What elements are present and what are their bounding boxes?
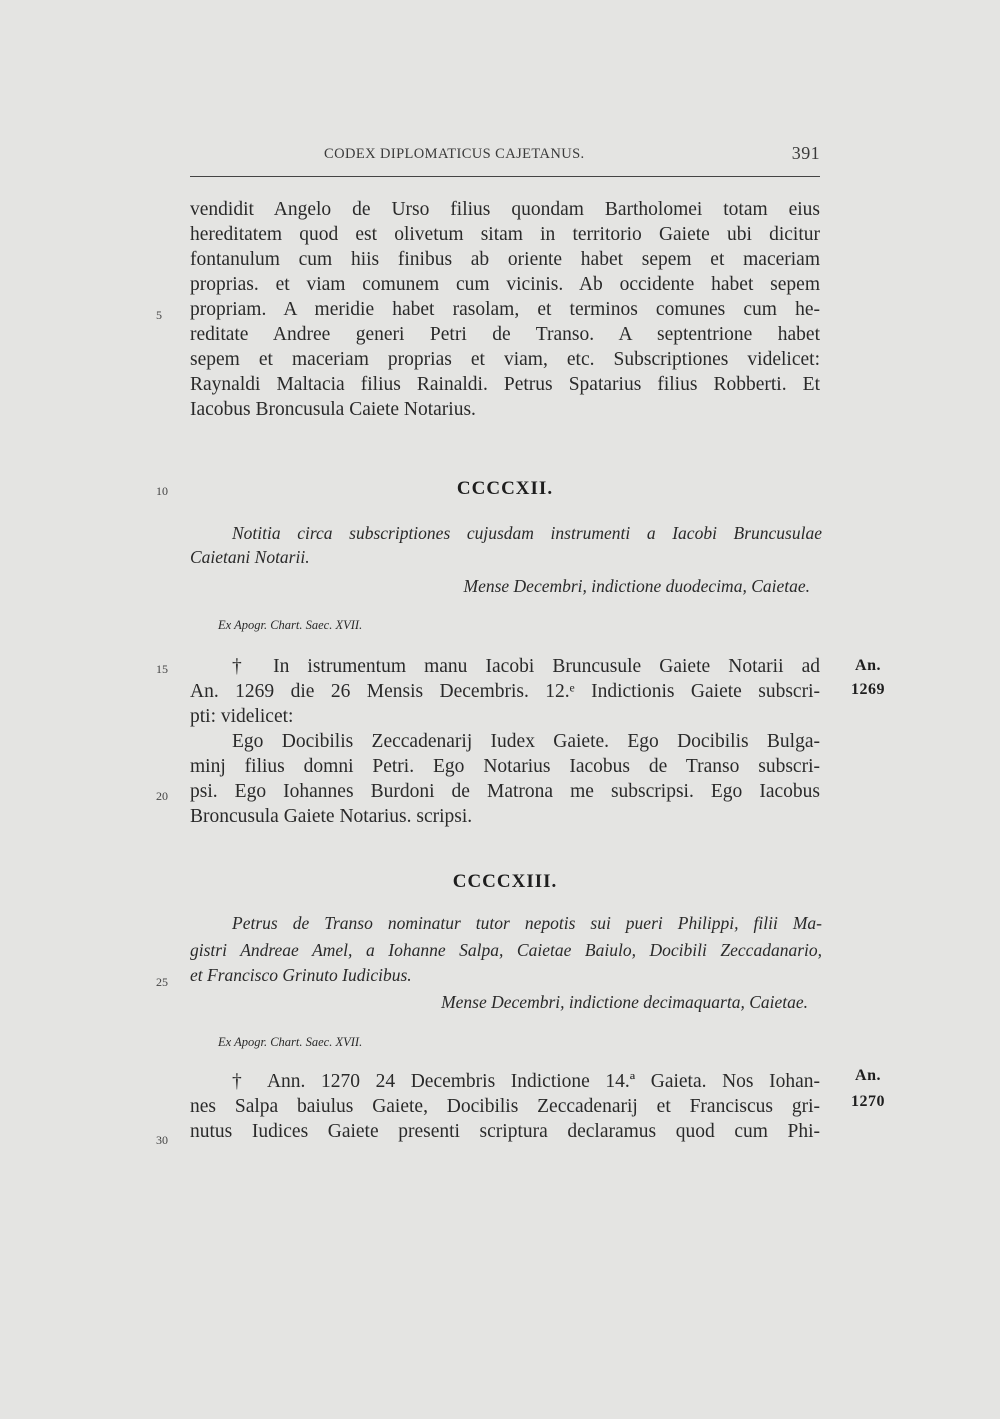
line-number: 30 xyxy=(156,1133,168,1147)
text-line: nes Salpa baiulus Gaiete, Docibilis Zeccadenarij et Franciscus gri- xyxy=(190,1096,820,1117)
document-summary: Caietani Notarii. xyxy=(190,547,310,567)
running-title: CODEX DIPLOMATICUS CAJETANUS. xyxy=(324,146,585,162)
document-number: CCCCXII. xyxy=(456,478,554,499)
text-line: psi. Ego Iohannes Burdoni de Matrona me subscripsi. Ego Iacobus xyxy=(190,781,820,802)
document-summary: gistri Andreae Amel, a Iohanne Salpa, Caietae Baiulo, Docibili Zeccadanario, xyxy=(190,940,822,960)
text-line: An. 1269 die 26 Mensis Decembris. 12.ᵉ Indictionis Gaiete subscri- xyxy=(190,681,820,702)
text-line: reditate Andree generi Petri de Transo. A septentrione habet xyxy=(190,324,820,345)
text-line: hereditatem quod est olivetum sitam in territorio Gaiete ubi dicitur xyxy=(190,224,820,245)
line-number: 15 xyxy=(156,662,168,676)
line-number: 5 xyxy=(156,308,162,322)
document-number: CCCCXIII. xyxy=(452,871,558,892)
text-line: Iacobus Broncusula Caiete Notarius. xyxy=(190,399,476,420)
text-line: sepem et maceriam proprias et viam, etc. Subscriptiones videlicet: xyxy=(190,349,820,370)
document-summary: et Francisco Grinuto Iudicibus. xyxy=(190,965,412,985)
page-number: 391 xyxy=(791,143,820,163)
document-dating: Mense Decembri, indictione decimaquarta, Caietae. xyxy=(441,992,808,1012)
text-line: proprias. et viam comunem cum vicinis. Ab occidente habet sepem xyxy=(190,274,820,295)
text-line: Raynaldi Maltacia filius Rainaldi. Petrus Spatarius filius Robberti. Et xyxy=(190,374,820,395)
source-note: Ex Apogr. Chart. Saec. XVII. xyxy=(218,618,363,632)
line-number: 25 xyxy=(156,975,168,989)
margin-year: 1270 xyxy=(851,1093,885,1110)
text-line: pti: videlicet: xyxy=(190,706,294,727)
margin-year: 1269 xyxy=(851,681,885,698)
text-line: fontanulum cum hiis finibus ab oriente habet sepem et maceriam xyxy=(190,249,820,270)
text-line: minj filius domni Petri. Ego Notarius Iacobus de Transo subscri- xyxy=(190,756,820,777)
line-number: 20 xyxy=(156,789,168,803)
text-line: † In istrumentum manu Iacobi Bruncusule Gaiete Notarii ad xyxy=(232,656,820,677)
header-rule xyxy=(190,176,820,177)
line-number: 10 xyxy=(156,484,168,498)
document-summary: Petrus de Transo nominatur tutor nepotis sui pueri Philippi, filii Ma- xyxy=(232,913,822,933)
document-summary: Notitia circa subscriptiones cujusdam instrumenti a Iacobi Bruncusulae xyxy=(232,523,822,543)
text-line: vendidit Angelo de Urso filius quondam Bartholomei totam eius xyxy=(190,199,820,220)
document-dating: Mense Decembri, indictione duodecima, Caietae. xyxy=(463,576,810,596)
margin-an: An. xyxy=(855,1067,881,1084)
text-line: Ego Docibilis Zeccadenarij Iudex Gaiete. Ego Docibilis Bulga- xyxy=(232,731,820,752)
text-line: Broncusula Gaiete Notarius. scripsi. xyxy=(190,806,473,827)
source-note: Ex Apogr. Chart. Saec. XVII. xyxy=(218,1035,363,1049)
margin-an: An. xyxy=(855,657,881,674)
text-line: propriam. A meridie habet rasolam, et terminos comunes cum he- xyxy=(190,299,820,320)
text-line: nutus Iudices Gaiete presenti scriptura declaramus quod cum Phi- xyxy=(190,1121,820,1142)
text-line: † Ann. 1270 24 Decembris Indictione 14.ª Gaieta. Nos Iohan- xyxy=(232,1071,820,1092)
